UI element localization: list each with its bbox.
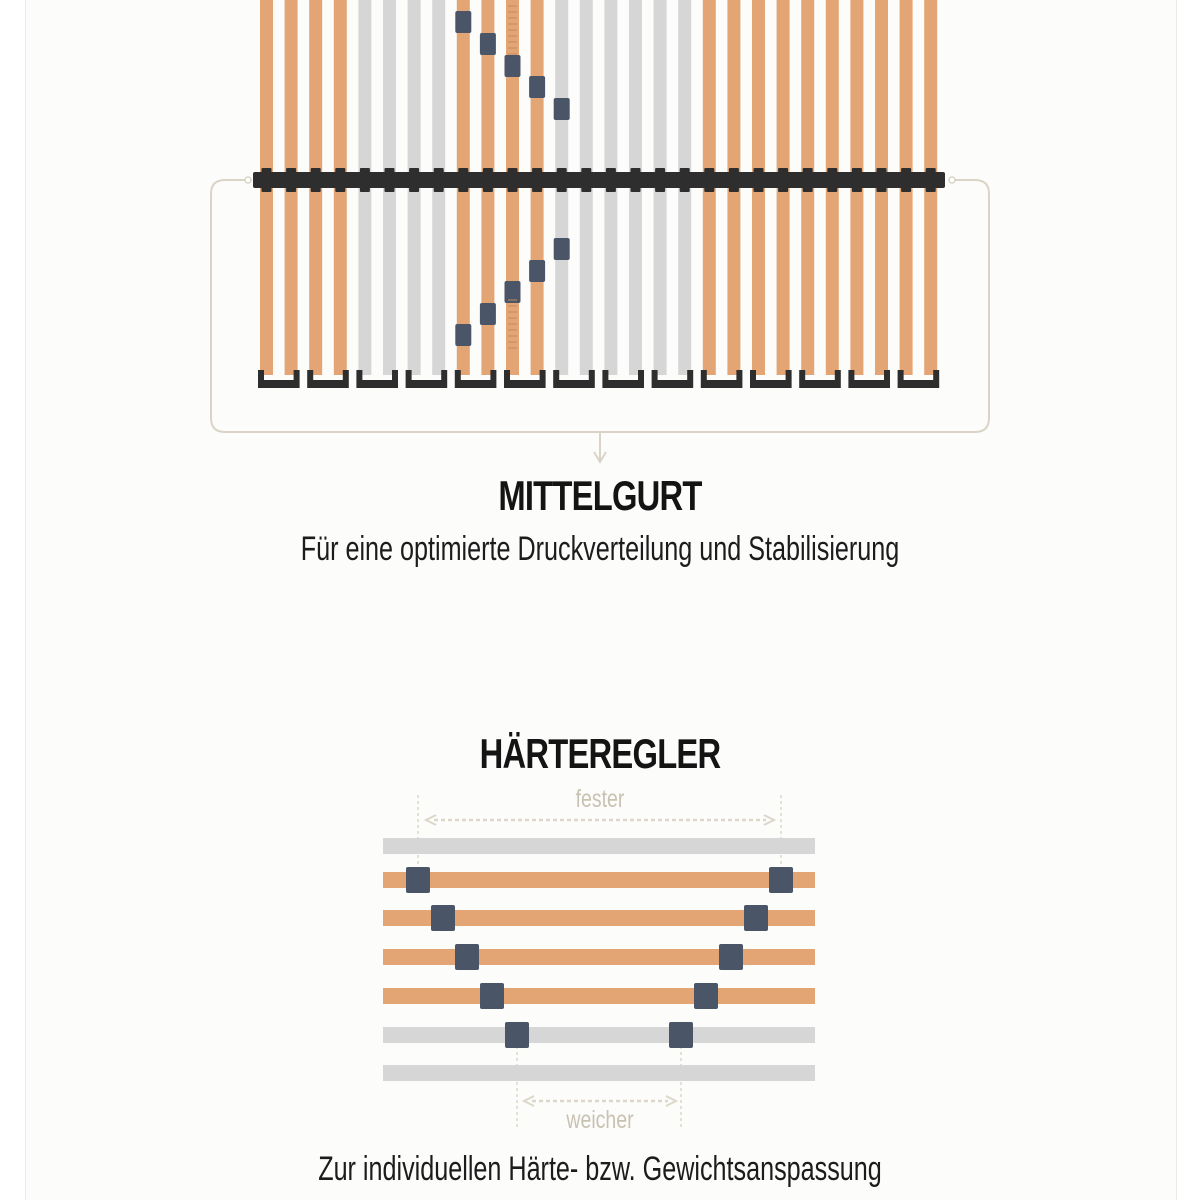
belt-clip bbox=[286, 168, 296, 192]
belt-clip bbox=[360, 168, 370, 192]
belt-clip bbox=[508, 168, 518, 192]
belt-clip bbox=[385, 168, 395, 192]
guide-end-dot bbox=[245, 177, 251, 183]
belt-clip bbox=[262, 168, 272, 192]
belt-clip bbox=[803, 168, 813, 192]
hardness-regulator bbox=[480, 983, 504, 1009]
haerteregler-subtitle: Zur individuellen Härte- bzw. Gewichtsanspassung bbox=[318, 1150, 882, 1188]
hardness-regulator bbox=[480, 33, 496, 55]
horizontal-slats bbox=[383, 838, 815, 1081]
belt-clip bbox=[434, 168, 444, 192]
belt-clip bbox=[335, 168, 345, 192]
hardness-regulator bbox=[505, 55, 521, 77]
belt-clip bbox=[483, 168, 493, 192]
guide-bracket bbox=[211, 180, 989, 432]
guide-end-dot bbox=[949, 177, 955, 183]
belt-clip bbox=[581, 168, 591, 192]
belt-clip bbox=[827, 168, 837, 192]
belt-clip bbox=[532, 168, 542, 192]
horizontal-slat bbox=[383, 872, 815, 888]
hardness-regulator bbox=[406, 867, 430, 893]
center-belt bbox=[253, 168, 945, 192]
belt-clip bbox=[901, 168, 911, 192]
horizontal-slat bbox=[383, 838, 815, 854]
belt-clip bbox=[655, 168, 665, 192]
hardness-regulator bbox=[529, 76, 545, 98]
belt-clip bbox=[311, 168, 321, 192]
mittelgurt-guide-line bbox=[211, 177, 989, 462]
belt-clip bbox=[606, 168, 616, 192]
hardness-regulator bbox=[554, 98, 570, 120]
belt-clip bbox=[409, 168, 419, 192]
hardness-regulator bbox=[480, 303, 496, 325]
belt-clip bbox=[852, 168, 862, 192]
hardness-regulator bbox=[455, 11, 471, 33]
belt-clip bbox=[729, 168, 739, 192]
hardness-regulator bbox=[431, 905, 455, 931]
firmer-label: fester bbox=[575, 785, 625, 813]
belt-clip bbox=[458, 168, 468, 192]
hardness-regulator bbox=[719, 944, 743, 970]
belt-clip bbox=[680, 168, 690, 192]
belt-clip bbox=[754, 168, 764, 192]
belt-clip bbox=[557, 168, 567, 192]
hardness-regulator bbox=[744, 905, 768, 931]
belt-clip bbox=[877, 168, 887, 192]
hardness-regulator bbox=[455, 324, 471, 346]
mittelgurt-title: MITTELGURT bbox=[498, 472, 702, 519]
hardness-regulator bbox=[554, 238, 570, 260]
horizontal-slat bbox=[383, 1027, 815, 1043]
hardness-regulator bbox=[694, 983, 718, 1009]
belt-clip bbox=[926, 168, 936, 192]
mittelgurt-subtitle: Für eine optimierte Druckverteilung und Stabilisierung bbox=[300, 530, 900, 568]
belt-clip bbox=[704, 168, 714, 192]
belt-clip bbox=[631, 168, 641, 192]
hardness-regulator bbox=[769, 867, 793, 893]
horizontal-slat bbox=[383, 949, 815, 965]
hardness-regulator bbox=[529, 260, 545, 282]
horizontal-slat bbox=[383, 988, 815, 1004]
center-belt-bar bbox=[253, 172, 945, 188]
softer-label: weicher bbox=[566, 1106, 634, 1134]
hardness-regulator bbox=[669, 1022, 693, 1048]
haerteregler-title: HÄRTEREGLER bbox=[479, 730, 721, 777]
horizontal-slat bbox=[383, 1065, 815, 1081]
belt-clip bbox=[778, 168, 788, 192]
slat-end-caps bbox=[258, 370, 939, 388]
hardness-regulator bbox=[505, 1022, 529, 1048]
hardness-regulator bbox=[455, 944, 479, 970]
